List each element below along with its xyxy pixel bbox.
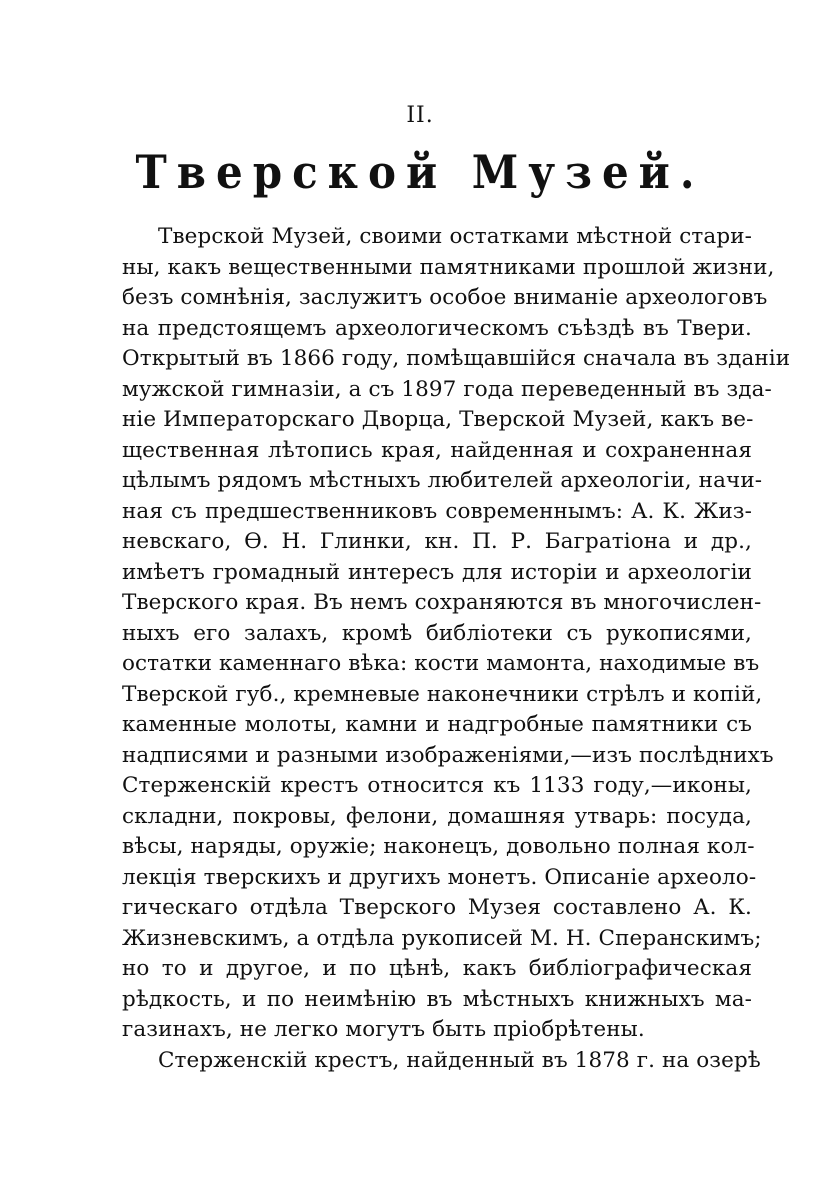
text-line: но то и другое, и по цѣнѣ, какъ библіографическая [122,956,752,981]
page-title: Тверской Музей. [135,146,705,199]
text-line: лекція тверскихъ и другихъ монетъ. Описаніе археоло- [122,864,757,890]
text-line: рѣдкость, и по неимѣнію въ мѣстныхъ книжныхъ ма- [122,986,752,1012]
body-text [122,222,791,1076]
text-line: Открытый въ 1866 году, помѣщавшійся сначала въ зданіи [122,346,791,371]
text-line: ныхъ его залахъ, кромѣ библіотеки съ рукописями, [122,620,752,646]
text-line: ны, какъ вещественными памятниками прошлой жизни, [122,254,775,280]
text-line: Тверского края. Въ немъ сохраняются въ многочислен- [122,590,762,615]
text-line: цѣлымъ рядомъ мѣстныхъ любителей археологіи, начи- [122,468,763,493]
text-line: ніе Императорскаго Дворца, Тверской Музей, какъ ве- [122,407,754,432]
text-line: Жизневскимъ, а отдѣла рукописей М. Н. Сперанскимъ; [122,925,762,951]
text-line: имѣетъ громадный интересъ для исторіи и археологіи [122,559,752,585]
text-line: невскаго, Ѳ. Н. Глинки, кн. П. Р. Багратіона и др., [122,529,752,554]
text-line: газинахъ, не легко могутъ быть пріобрѣтены. [122,1017,645,1042]
text-line: ная съ предшественниковъ современнымъ: А. К. Жиз- [122,498,752,524]
text-line: на предстоящемъ археологическомъ съѣздѣ въ Твери. [122,315,752,341]
text-line: Тверской губ., кремневые наконечники стрѣлъ и копій, [122,681,763,707]
text-line: Стерженскій крестъ относится къ 1133 году,—иконы, [122,773,752,798]
text-line: мужской гимназіи, а съ 1897 года переведенный въ зда- [122,376,772,402]
text-line: безъ сомнѣнія, заслужитъ особое вниманіе археологовъ [122,285,768,310]
text-line: вѣсы, наряды, оружіе; наконецъ, довольно полная кол- [122,834,755,859]
text-line: гическаго отдѣла Тверского Музея составлено А. К. [122,895,752,920]
text-line: каменные молоты, камни и надгробные памятники съ [122,712,752,737]
text-line: надписями и разными изображеніями,—изъ послѣднихъ [122,742,774,768]
text-line: складни, покровы, фелони, домашняя утварь: посуда, [122,803,752,829]
text-line: Стерженскій крестъ, найденный въ 1878 г. на озерѣ [158,1047,761,1073]
text-line: Тверской Музей, своими остатками мѣстной стари- [158,224,752,249]
text-line: щественная лѣтопись края, найденная и сохраненная [122,437,752,463]
section-number: II. [406,103,434,128]
text-line: остатки каменнаго вѣка: кости мамонта, находимые въ [122,651,760,676]
